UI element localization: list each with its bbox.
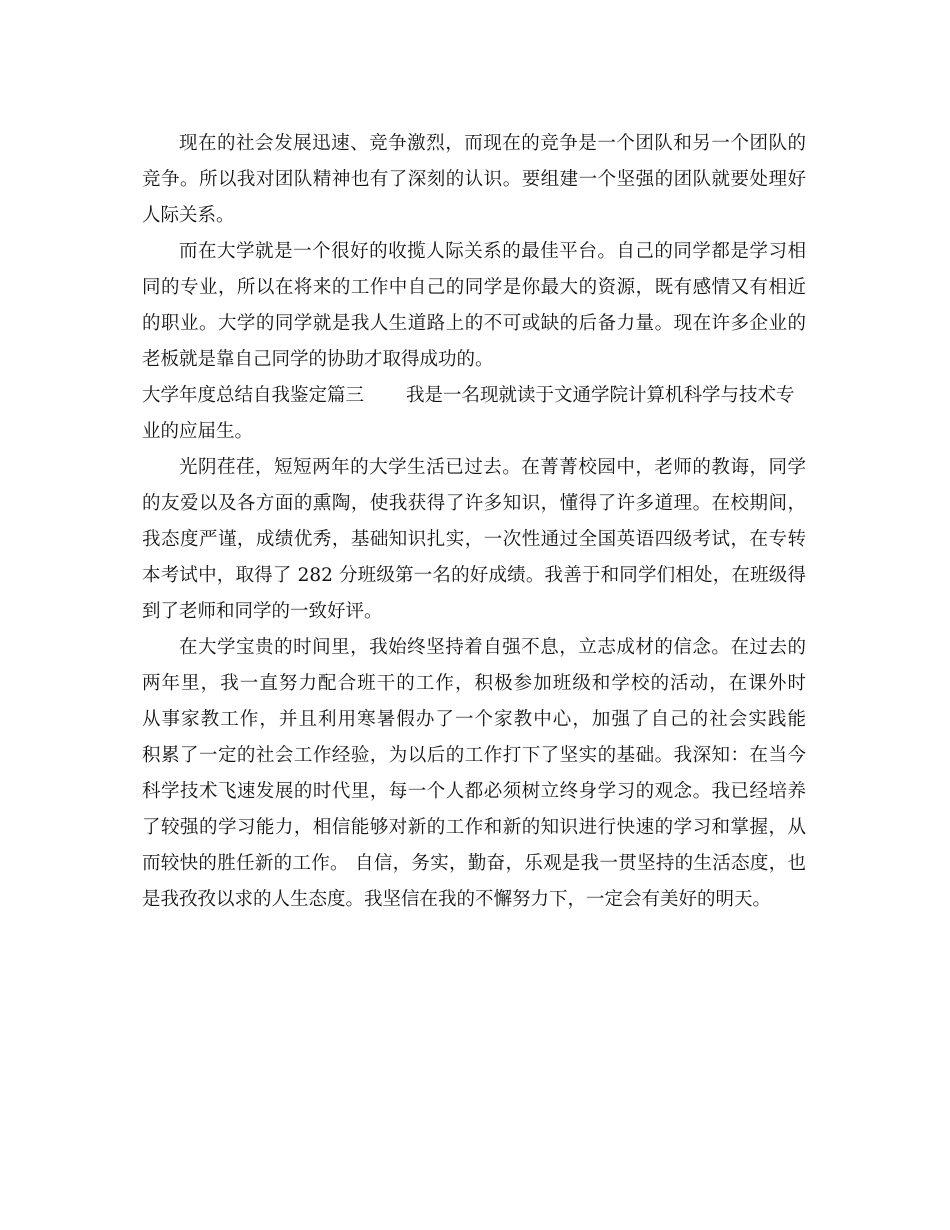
section-heading: 大学年度总结自我鉴定篇三: [142, 385, 365, 406]
text-line: 本考试中，取得了 282 分班级第一名的好成绩。我善于和同学们相处，在班级得: [142, 565, 806, 586]
text-line: 是我孜孜以求的人生态度。我坚信在我的不懈努力下，一定会有美好的明天。: [142, 889, 772, 910]
paragraph: [142, 126, 806, 234]
paragraph: [142, 378, 806, 450]
text-line: 我态度严谨，成绩优秀，基础知识扎实，一次性通过全国英语四级考试，在专转: [142, 529, 806, 550]
text-line: 积累了一定的社会工作经验，为以后的工作打下了坚实的基础。我深知：在当今: [142, 745, 806, 766]
text-line: 老板就是靠自己同学的协助才取得成功的。: [142, 349, 494, 370]
text-line: 竞争。所以我对团队精神也有了深刻的认识。要组建一个坚强的团队就要处理好: [142, 169, 806, 190]
text-line: [142, 378, 806, 414]
text-line: 科学技术飞速发展的时代里，每一个人都必须树立终身学习的观念。我已经培养: [142, 781, 806, 802]
text-line: 人际关系。: [142, 205, 235, 226]
text-line: 而在大学就是一个很好的收揽人际关系的最佳平台。自己的同学都是学习相: [179, 241, 806, 262]
text-line: 同的专业，所以在将来的工作中自己的同学是你最大的资源，既有感情又有相近: [142, 277, 806, 298]
text-line: 而较快的胜任新的工作。 自信，务实，勤奋，乐观是我一贯坚持的生活态度，也: [142, 853, 806, 874]
text-line: 到了老师和同学的一致好评。: [142, 601, 383, 622]
text-line: 的职业。大学的同学就是我人生道路上的不可或缺的后备力量。现在许多企业的: [142, 313, 806, 334]
text-line: 业的应届生。: [142, 421, 254, 442]
paragraph: [142, 234, 806, 378]
text-line: 的友爱以及各方面的熏陶，使我获得了许多知识，懂得了许多道理。在校期间，: [142, 493, 806, 514]
text-line: 了较强的学习能力，相信能够对新的工作和新的知识进行快速的学习和掌握，从: [142, 817, 806, 838]
text-line: 光阴荏荏，短短两年的大学生活已过去。在菁菁校园中，老师的教诲，同学: [179, 457, 806, 478]
document-body: [142, 126, 806, 918]
text-line: 在大学宝贵的时间里，我始终坚持着自强不息，立志成材的信念。在过去的: [179, 637, 806, 658]
text-line: 现在的社会发展迅速、竞争激烈，而现在的竞争是一个团队和另一个团队的: [179, 133, 806, 154]
text-line: 两年里，我一直努力配合班干的工作，积极参加班级和学校的活动，在课外时: [142, 673, 806, 694]
text-line: 从事家教工作，并且利用寒暑假办了一个家教中心，加强了自己的社会实践能: [142, 709, 806, 730]
paragraph: [142, 630, 806, 918]
paragraph: [142, 450, 806, 630]
heading-trailing-text: 我是一名现就读于文通学院计算机科学与技术专: [406, 385, 795, 406]
